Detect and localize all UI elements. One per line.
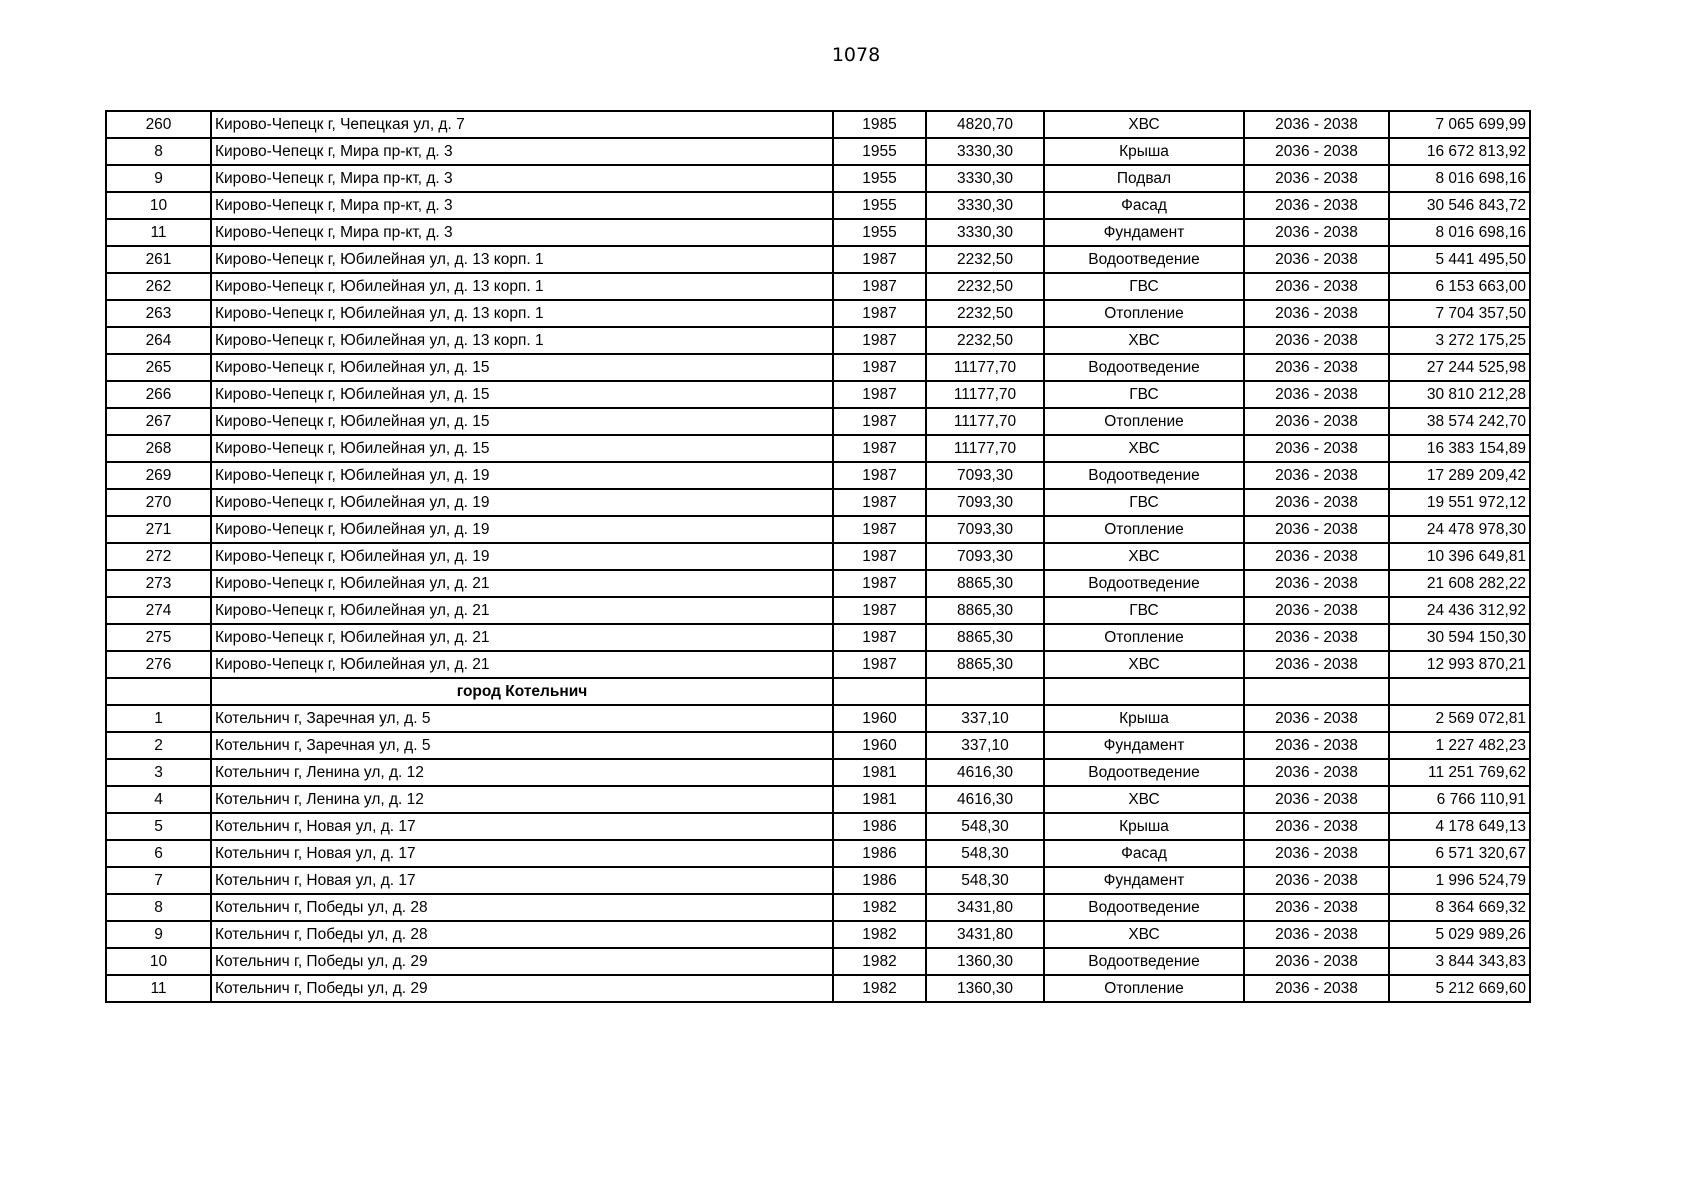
row-number: 275 [106, 624, 211, 651]
area-cell: 3330,30 [926, 138, 1044, 165]
year-cell: 1982 [833, 921, 926, 948]
year-cell: 1955 [833, 138, 926, 165]
address-cell: Кирово-Чепецк г, Юбилейная ул, д. 15 [211, 354, 833, 381]
row-number: 276 [106, 651, 211, 678]
row-number: 262 [106, 273, 211, 300]
cost-cell: 8 016 698,16 [1389, 165, 1530, 192]
table-row [106, 381, 1530, 408]
row-number: 273 [106, 570, 211, 597]
year-cell: 1987 [833, 543, 926, 570]
year-cell: 1955 [833, 165, 926, 192]
year-cell: 1987 [833, 624, 926, 651]
address-cell: Котельнич г, Победы ул, д. 28 [211, 894, 833, 921]
area-cell: 1360,30 [926, 975, 1044, 1002]
period-cell: 2036 - 2038 [1244, 354, 1389, 381]
cost-cell: 19 551 972,12 [1389, 489, 1530, 516]
table-row [106, 786, 1530, 813]
period-cell: 2036 - 2038 [1244, 165, 1389, 192]
year-cell: 1987 [833, 651, 926, 678]
area-cell: 4616,30 [926, 759, 1044, 786]
area-cell: 337,10 [926, 705, 1044, 732]
area-cell: 3330,30 [926, 219, 1044, 246]
row-number: 263 [106, 300, 211, 327]
period-cell: 2036 - 2038 [1244, 948, 1389, 975]
year-cell: 1955 [833, 192, 926, 219]
cost-cell: 7 065 699,99 [1389, 111, 1530, 138]
work-type-cell: ХВС [1044, 921, 1244, 948]
work-type-cell: Отопление [1044, 408, 1244, 435]
area-cell: 8865,30 [926, 570, 1044, 597]
table-row [106, 435, 1530, 462]
row-number: 267 [106, 408, 211, 435]
address-cell: Котельнич г, Победы ул, д. 29 [211, 948, 833, 975]
area-cell: 2232,50 [926, 327, 1044, 354]
work-type-cell: ГВС [1044, 597, 1244, 624]
area-cell: 2232,50 [926, 273, 1044, 300]
row-number: 268 [106, 435, 211, 462]
work-type-cell: Водоотведение [1044, 462, 1244, 489]
period-cell: 2036 - 2038 [1244, 786, 1389, 813]
address-cell: Котельнич г, Ленина ул, д. 12 [211, 759, 833, 786]
cost-cell: 24 436 312,92 [1389, 597, 1530, 624]
row-number: 271 [106, 516, 211, 543]
work-type-cell: Водоотведение [1044, 570, 1244, 597]
area-cell: 3330,30 [926, 192, 1044, 219]
address-cell: Котельнич г, Победы ул, д. 28 [211, 921, 833, 948]
row-number: 10 [106, 948, 211, 975]
table-row [106, 192, 1530, 219]
cost-cell: 27 244 525,98 [1389, 354, 1530, 381]
table-row [106, 516, 1530, 543]
address-cell: Кирово-Чепецк г, Юбилейная ул, д. 21 [211, 570, 833, 597]
area-cell: 4820,70 [926, 111, 1044, 138]
area-cell: 11177,70 [926, 354, 1044, 381]
year-cell: 1981 [833, 759, 926, 786]
area-cell: 7093,30 [926, 543, 1044, 570]
work-type-cell: ХВС [1044, 111, 1244, 138]
address-cell: Кирово-Чепецк г, Юбилейная ул, д. 21 [211, 624, 833, 651]
year-cell: 1987 [833, 597, 926, 624]
cost-cell: 30 546 843,72 [1389, 192, 1530, 219]
period-cell: 2036 - 2038 [1244, 624, 1389, 651]
table-row [106, 462, 1530, 489]
cost-cell: 38 574 242,70 [1389, 408, 1530, 435]
work-type-cell: Отопление [1044, 624, 1244, 651]
work-type-cell: ХВС [1044, 651, 1244, 678]
section-row [106, 678, 1530, 705]
work-type-cell: ГВС [1044, 273, 1244, 300]
cost-cell: 30 810 212,28 [1389, 381, 1530, 408]
table-row [106, 543, 1530, 570]
row-number: 269 [106, 462, 211, 489]
area-cell: 337,10 [926, 732, 1044, 759]
table-row [106, 354, 1530, 381]
address-cell: Кирово-Чепецк г, Юбилейная ул, д. 13 корп. 1 [211, 273, 833, 300]
table-row [106, 894, 1530, 921]
period-cell: 2036 - 2038 [1244, 300, 1389, 327]
area-cell: 1360,30 [926, 948, 1044, 975]
row-number: 4 [106, 786, 211, 813]
year-cell: 1987 [833, 381, 926, 408]
cost-cell: 21 608 282,22 [1389, 570, 1530, 597]
address-cell: Кирово-Чепецк г, Мира пр-кт, д. 3 [211, 219, 833, 246]
area-cell: 8865,30 [926, 651, 1044, 678]
address-cell: Котельнич г, Заречная ул, д. 5 [211, 705, 833, 732]
year-cell: 1987 [833, 327, 926, 354]
work-type-cell: Отопление [1044, 975, 1244, 1002]
row-number: 2 [106, 732, 211, 759]
year-cell: 1960 [833, 732, 926, 759]
section-empty-cell [1044, 678, 1244, 705]
period-cell: 2036 - 2038 [1244, 138, 1389, 165]
address-cell: Кирово-Чепецк г, Мира пр-кт, д. 3 [211, 165, 833, 192]
period-cell: 2036 - 2038 [1244, 759, 1389, 786]
table-row [106, 273, 1530, 300]
row-number: 8 [106, 894, 211, 921]
work-type-cell: ГВС [1044, 489, 1244, 516]
table-row [106, 111, 1530, 138]
area-cell: 548,30 [926, 813, 1044, 840]
row-number: 5 [106, 813, 211, 840]
table-row [106, 138, 1530, 165]
year-cell: 1987 [833, 462, 926, 489]
work-type-cell: Крыша [1044, 138, 1244, 165]
address-cell: Кирово-Чепецк г, Юбилейная ул, д. 19 [211, 516, 833, 543]
section-num-cell [106, 678, 211, 705]
row-number: 8 [106, 138, 211, 165]
period-cell: 2036 - 2038 [1244, 813, 1389, 840]
period-cell: 2036 - 2038 [1244, 219, 1389, 246]
year-cell: 1987 [833, 246, 926, 273]
period-cell: 2036 - 2038 [1244, 543, 1389, 570]
address-cell: Кирово-Чепецк г, Мира пр-кт, д. 3 [211, 192, 833, 219]
cost-cell: 17 289 209,42 [1389, 462, 1530, 489]
period-cell: 2036 - 2038 [1244, 867, 1389, 894]
area-cell: 7093,30 [926, 516, 1044, 543]
page-number: 1078 [831, 44, 881, 66]
row-number: 6 [106, 840, 211, 867]
year-cell: 1982 [833, 894, 926, 921]
row-number: 274 [106, 597, 211, 624]
work-type-cell: Отопление [1044, 516, 1244, 543]
row-number: 11 [106, 975, 211, 1002]
year-cell: 1986 [833, 867, 926, 894]
address-cell: Котельнич г, Новая ул, д. 17 [211, 813, 833, 840]
area-cell: 11177,70 [926, 435, 1044, 462]
period-cell: 2036 - 2038 [1244, 381, 1389, 408]
period-cell: 2036 - 2038 [1244, 246, 1389, 273]
address-cell: Кирово-Чепецк г, Юбилейная ул, д. 15 [211, 381, 833, 408]
row-number: 266 [106, 381, 211, 408]
address-cell: Котельнич г, Ленина ул, д. 12 [211, 786, 833, 813]
year-cell: 1987 [833, 570, 926, 597]
row-number: 1 [106, 705, 211, 732]
address-cell: Кирово-Чепецк г, Юбилейная ул, д. 21 [211, 597, 833, 624]
year-cell: 1987 [833, 300, 926, 327]
work-type-cell: Фасад [1044, 192, 1244, 219]
address-cell: Кирово-Чепецк г, Юбилейная ул, д. 21 [211, 651, 833, 678]
year-cell: 1982 [833, 948, 926, 975]
address-cell: Котельнич г, Заречная ул, д. 5 [211, 732, 833, 759]
period-cell: 2036 - 2038 [1244, 327, 1389, 354]
address-cell: Котельнич г, Победы ул, д. 29 [211, 975, 833, 1002]
row-number: 10 [106, 192, 211, 219]
period-cell: 2036 - 2038 [1244, 651, 1389, 678]
cost-cell: 12 993 870,21 [1389, 651, 1530, 678]
table-row [106, 624, 1530, 651]
table-row [106, 867, 1530, 894]
area-cell: 3330,30 [926, 165, 1044, 192]
table-row [106, 408, 1530, 435]
section-empty-cell [926, 678, 1044, 705]
area-cell: 11177,70 [926, 408, 1044, 435]
area-cell: 7093,30 [926, 462, 1044, 489]
period-cell: 2036 - 2038 [1244, 408, 1389, 435]
area-cell: 11177,70 [926, 381, 1044, 408]
cost-cell: 7 704 357,50 [1389, 300, 1530, 327]
area-cell: 2232,50 [926, 246, 1044, 273]
cost-cell: 3 272 175,25 [1389, 327, 1530, 354]
cost-cell: 11 251 769,62 [1389, 759, 1530, 786]
cost-cell: 6 153 663,00 [1389, 273, 1530, 300]
row-number: 260 [106, 111, 211, 138]
cost-cell: 5 029 989,26 [1389, 921, 1530, 948]
address-cell: Кирово-Чепецк г, Юбилейная ул, д. 13 корп. 1 [211, 300, 833, 327]
area-cell: 8865,30 [926, 624, 1044, 651]
section-empty-cell [833, 678, 926, 705]
capital-repair-table [105, 110, 1531, 1003]
table-row [106, 246, 1530, 273]
row-number: 265 [106, 354, 211, 381]
cost-cell: 8 016 698,16 [1389, 219, 1530, 246]
address-cell: Кирово-Чепецк г, Юбилейная ул, д. 15 [211, 408, 833, 435]
address-cell: Кирово-Чепецк г, Юбилейная ул, д. 19 [211, 489, 833, 516]
table-row [106, 921, 1530, 948]
cost-cell: 1 227 482,23 [1389, 732, 1530, 759]
period-cell: 2036 - 2038 [1244, 840, 1389, 867]
section-title: город Котельнич [211, 678, 833, 705]
area-cell: 7093,30 [926, 489, 1044, 516]
year-cell: 1955 [833, 219, 926, 246]
year-cell: 1986 [833, 813, 926, 840]
work-type-cell: Крыша [1044, 813, 1244, 840]
year-cell: 1987 [833, 435, 926, 462]
row-number: 7 [106, 867, 211, 894]
work-type-cell: Фундамент [1044, 867, 1244, 894]
cost-cell: 5 212 669,60 [1389, 975, 1530, 1002]
cost-cell: 16 383 154,89 [1389, 435, 1530, 462]
area-cell: 3431,80 [926, 894, 1044, 921]
address-cell: Кирово-Чепецк г, Юбилейная ул, д. 13 корп. 1 [211, 327, 833, 354]
work-type-cell: Водоотведение [1044, 894, 1244, 921]
table-row [106, 813, 1530, 840]
work-type-cell: Фундамент [1044, 732, 1244, 759]
table-row [106, 840, 1530, 867]
work-type-cell: Фундамент [1044, 219, 1244, 246]
area-cell: 8865,30 [926, 597, 1044, 624]
period-cell: 2036 - 2038 [1244, 975, 1389, 1002]
work-type-cell: Крыша [1044, 705, 1244, 732]
period-cell: 2036 - 2038 [1244, 570, 1389, 597]
cost-cell: 10 396 649,81 [1389, 543, 1530, 570]
row-number: 11 [106, 219, 211, 246]
row-number: 264 [106, 327, 211, 354]
period-cell: 2036 - 2038 [1244, 111, 1389, 138]
table-row [106, 165, 1530, 192]
period-cell: 2036 - 2038 [1244, 921, 1389, 948]
address-cell: Котельнич г, Новая ул, д. 17 [211, 840, 833, 867]
year-cell: 1981 [833, 786, 926, 813]
period-cell: 2036 - 2038 [1244, 516, 1389, 543]
cost-cell: 1 996 524,79 [1389, 867, 1530, 894]
address-cell: Кирово-Чепецк г, Чепецкая ул, д. 7 [211, 111, 833, 138]
table-row [106, 219, 1530, 246]
cost-cell: 5 441 495,50 [1389, 246, 1530, 273]
address-cell: Котельнич г, Новая ул, д. 17 [211, 867, 833, 894]
year-cell: 1987 [833, 273, 926, 300]
address-cell: Кирово-Чепецк г, Юбилейная ул, д. 13 корп. 1 [211, 246, 833, 273]
year-cell: 1985 [833, 111, 926, 138]
area-cell: 4616,30 [926, 786, 1044, 813]
row-number: 270 [106, 489, 211, 516]
address-cell: Кирово-Чепецк г, Юбилейная ул, д. 19 [211, 543, 833, 570]
cost-cell: 30 594 150,30 [1389, 624, 1530, 651]
section-empty-cell [1244, 678, 1389, 705]
table-row [106, 651, 1530, 678]
area-cell: 548,30 [926, 867, 1044, 894]
work-type-cell: Водоотведение [1044, 246, 1244, 273]
area-cell: 548,30 [926, 840, 1044, 867]
period-cell: 2036 - 2038 [1244, 894, 1389, 921]
row-number: 261 [106, 246, 211, 273]
year-cell: 1987 [833, 354, 926, 381]
cost-cell: 24 478 978,30 [1389, 516, 1530, 543]
cost-cell: 16 672 813,92 [1389, 138, 1530, 165]
table-row [106, 327, 1530, 354]
table-row [106, 759, 1530, 786]
period-cell: 2036 - 2038 [1244, 489, 1389, 516]
period-cell: 2036 - 2038 [1244, 597, 1389, 624]
section-empty-cell [1389, 678, 1530, 705]
period-cell: 2036 - 2038 [1244, 462, 1389, 489]
cost-cell: 6 766 110,91 [1389, 786, 1530, 813]
work-type-cell: ГВС [1044, 381, 1244, 408]
row-number: 9 [106, 165, 211, 192]
period-cell: 2036 - 2038 [1244, 705, 1389, 732]
row-number: 272 [106, 543, 211, 570]
cost-cell: 3 844 343,83 [1389, 948, 1530, 975]
area-cell: 2232,50 [926, 300, 1044, 327]
year-cell: 1982 [833, 975, 926, 1002]
work-type-cell: ХВС [1044, 327, 1244, 354]
table-row [106, 975, 1530, 1002]
year-cell: 1987 [833, 489, 926, 516]
work-type-cell: Водоотведение [1044, 948, 1244, 975]
cost-cell: 6 571 320,67 [1389, 840, 1530, 867]
table-row [106, 597, 1530, 624]
work-type-cell: Фасад [1044, 840, 1244, 867]
work-type-cell: Водоотведение [1044, 759, 1244, 786]
work-type-cell: ХВС [1044, 786, 1244, 813]
table-row [106, 732, 1530, 759]
cost-cell: 8 364 669,32 [1389, 894, 1530, 921]
table-row [106, 300, 1530, 327]
table-row [106, 570, 1530, 597]
address-cell: Кирово-Чепецк г, Юбилейная ул, д. 15 [211, 435, 833, 462]
work-type-cell: Подвал [1044, 165, 1244, 192]
year-cell: 1987 [833, 516, 926, 543]
cost-cell: 4 178 649,13 [1389, 813, 1530, 840]
address-cell: Кирово-Чепецк г, Юбилейная ул, д. 19 [211, 462, 833, 489]
table-row [106, 948, 1530, 975]
period-cell: 2036 - 2038 [1244, 192, 1389, 219]
work-type-cell: Водоотведение [1044, 354, 1244, 381]
work-type-cell: ХВС [1044, 543, 1244, 570]
row-number: 9 [106, 921, 211, 948]
work-type-cell: Отопление [1044, 300, 1244, 327]
table-row [106, 489, 1530, 516]
work-type-cell: ХВС [1044, 435, 1244, 462]
address-cell: Кирово-Чепецк г, Мира пр-кт, д. 3 [211, 138, 833, 165]
year-cell: 1987 [833, 408, 926, 435]
period-cell: 2036 - 2038 [1244, 732, 1389, 759]
period-cell: 2036 - 2038 [1244, 435, 1389, 462]
year-cell: 1960 [833, 705, 926, 732]
area-cell: 3431,80 [926, 921, 1044, 948]
table-row [106, 705, 1530, 732]
year-cell: 1986 [833, 840, 926, 867]
row-number: 3 [106, 759, 211, 786]
period-cell: 2036 - 2038 [1244, 273, 1389, 300]
cost-cell: 2 569 072,81 [1389, 705, 1530, 732]
